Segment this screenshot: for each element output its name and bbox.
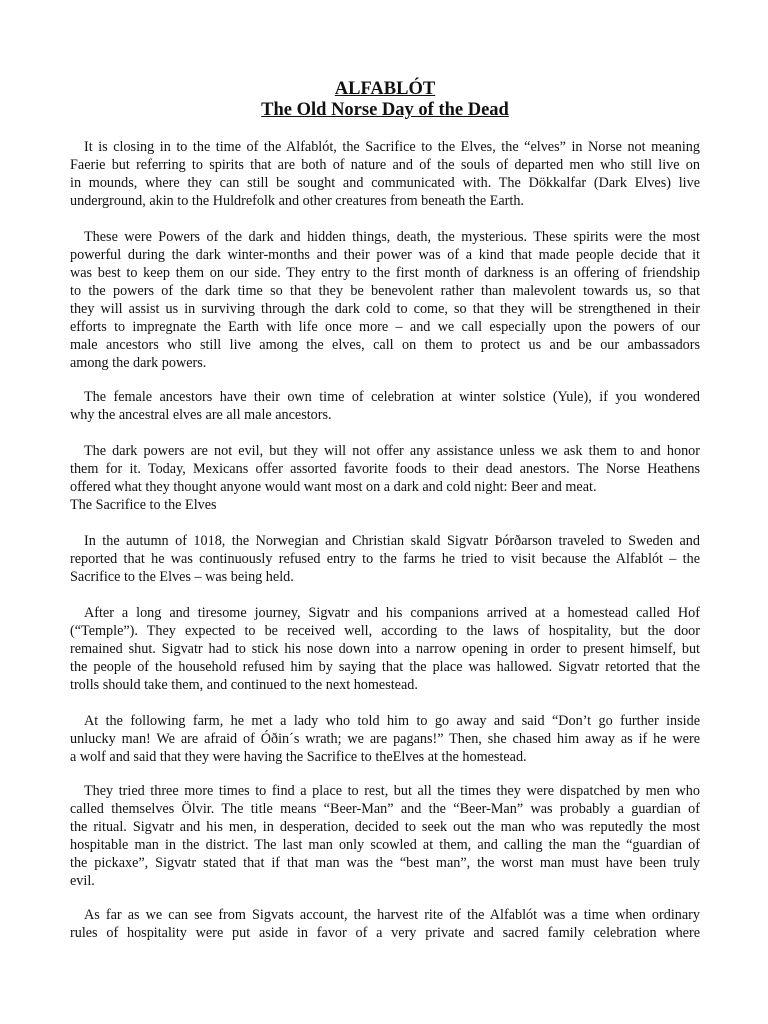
- paragraph: [70, 906, 700, 942]
- text-line: was best to keep them on our side. They entry to the first month of darkness is an offering of friendship: [70, 265, 700, 281]
- text-line: remained shut. Sigvatr had to stick his nose down into a narrow opening in order to present himself, but: [70, 641, 700, 657]
- text-line: powerful during the dark winter-months and their power was of a kind that made people decide that it: [70, 247, 700, 263]
- text-line: the ritual. Sigvatr and his men, in desperation, decided to seek out the man who was reputedly the most: [70, 819, 700, 835]
- text-line: evil.: [70, 873, 95, 889]
- paragraph: [70, 782, 700, 890]
- paragraph: [70, 442, 700, 514]
- text-line: them for it. Today, Mexicans offer assorted favorite foods to their dead anestors. The Norse Heathens: [70, 461, 700, 477]
- text-line: (“Temple”). They expected to be received well, according to the laws of hospitality, but the door: [70, 623, 700, 639]
- text-line: the pickaxe”, Sigvatr stated that if that man was the “best man”, the worst man must have been truly: [70, 855, 700, 871]
- text-line: they will assist us in surviving through the dark cold to come, so that they will be strengthened in their: [70, 301, 700, 317]
- paragraph: [70, 388, 700, 424]
- text-line: unlucky man! We are afraid of Óðin´s wrath; we are pagans!” Then, she chased him away as if he were: [70, 731, 700, 747]
- paragraph: [70, 532, 700, 586]
- text-line: efforts to impregnate the Earth with life once more – and we call especially upon the powers of our: [70, 319, 700, 335]
- text-line: the people of the household refused him by saying that the place was hallowed. Sigvatr retorted that the: [70, 659, 700, 675]
- text-line: male ancestors who still live among the elves, call on them to protect us and be our ambassadors: [70, 337, 700, 353]
- section-heading: The Sacrifice to the Elves: [70, 497, 217, 513]
- document-page: [70, 0, 700, 1024]
- text-line: After a long and tiresome journey, Sigvatr and his companions arrived at a homestead called Hof: [84, 605, 700, 621]
- text-line: to the powers of the dark time so that they be benevolent rather than malevolent towards us, so that: [70, 283, 700, 299]
- text-line: Faerie but referring to spirits that are both of nature and of the souls of departed men who still live on: [70, 157, 700, 173]
- paragraph: [70, 138, 700, 210]
- text-line: It is closing in to the time of the Alfablót, the Sacrifice to the Elves, the “elves” in Norse not meaning: [84, 139, 700, 155]
- text-line: underground, akin to the Huldrefolk and other creatures from beneath the Earth.: [70, 193, 524, 209]
- text-line: In the autumn of 1018, the Norwegian and Christian skald Sigvatr Þórðarson traveled to Sweden and: [84, 533, 700, 549]
- text-line: They tried three more times to find a place to rest, but all the times they were dispatched by men who: [84, 783, 700, 799]
- paragraph: [70, 712, 700, 766]
- text-line: reported that he was continuously refused entry to the farms he tried to visit because the Alfablót – the: [70, 551, 700, 567]
- text-line: why the ancestral elves are all male ancestors.: [70, 407, 332, 423]
- text-line: Sacrifice to the Elves – was being held.: [70, 569, 294, 585]
- text-line: in mounds, where they can still be sought and communicated with. The Dökkalfar (Dark Elves) live: [70, 175, 700, 191]
- text-line: a wolf and said that they were having the Sacrifice to theElves at the homestead.: [70, 749, 527, 765]
- text-line: offered what they thought anyone would want most on a dark and cold night: Beer and meat.: [70, 479, 597, 495]
- text-line: trolls should take them, and continued to the next homestead.: [70, 677, 418, 693]
- paragraph: [70, 604, 700, 694]
- text-line: rules of hospitality were put aside in favor of a very private and sacred family celebration where: [70, 925, 700, 941]
- document-title: ALFABLÓT: [334, 79, 436, 99]
- text-line: The dark powers are not evil, but they will not offer any assistance unless we ask them to and honor: [84, 443, 700, 459]
- text-line: hospitable man in the district. The last man only scowled at them, and calling the man the “guardian of: [70, 837, 700, 853]
- text-line: These were Powers of the dark and hidden things, death, the mysterious. These spirits were the most: [84, 229, 700, 245]
- text-line: At the following farm, he met a lady who told him to go away and said “Don’t go further inside: [84, 713, 700, 729]
- paragraph: [70, 228, 700, 372]
- text-line: As far as we can see from Sigvats account, the harvest rite of the Alfablót was a time when ordinary: [84, 907, 700, 923]
- text-line: called themselves Ölvir. The title means “Beer-Man” and the “Beer-Man” was probably a guardian of: [70, 801, 700, 817]
- text-line: The female ancestors have their own time of celebration at winter solstice (Yule), if you wondered: [84, 389, 700, 405]
- document-subtitle: The Old Norse Day of the Dead: [261, 100, 509, 120]
- text-line: among the dark powers.: [70, 355, 207, 371]
